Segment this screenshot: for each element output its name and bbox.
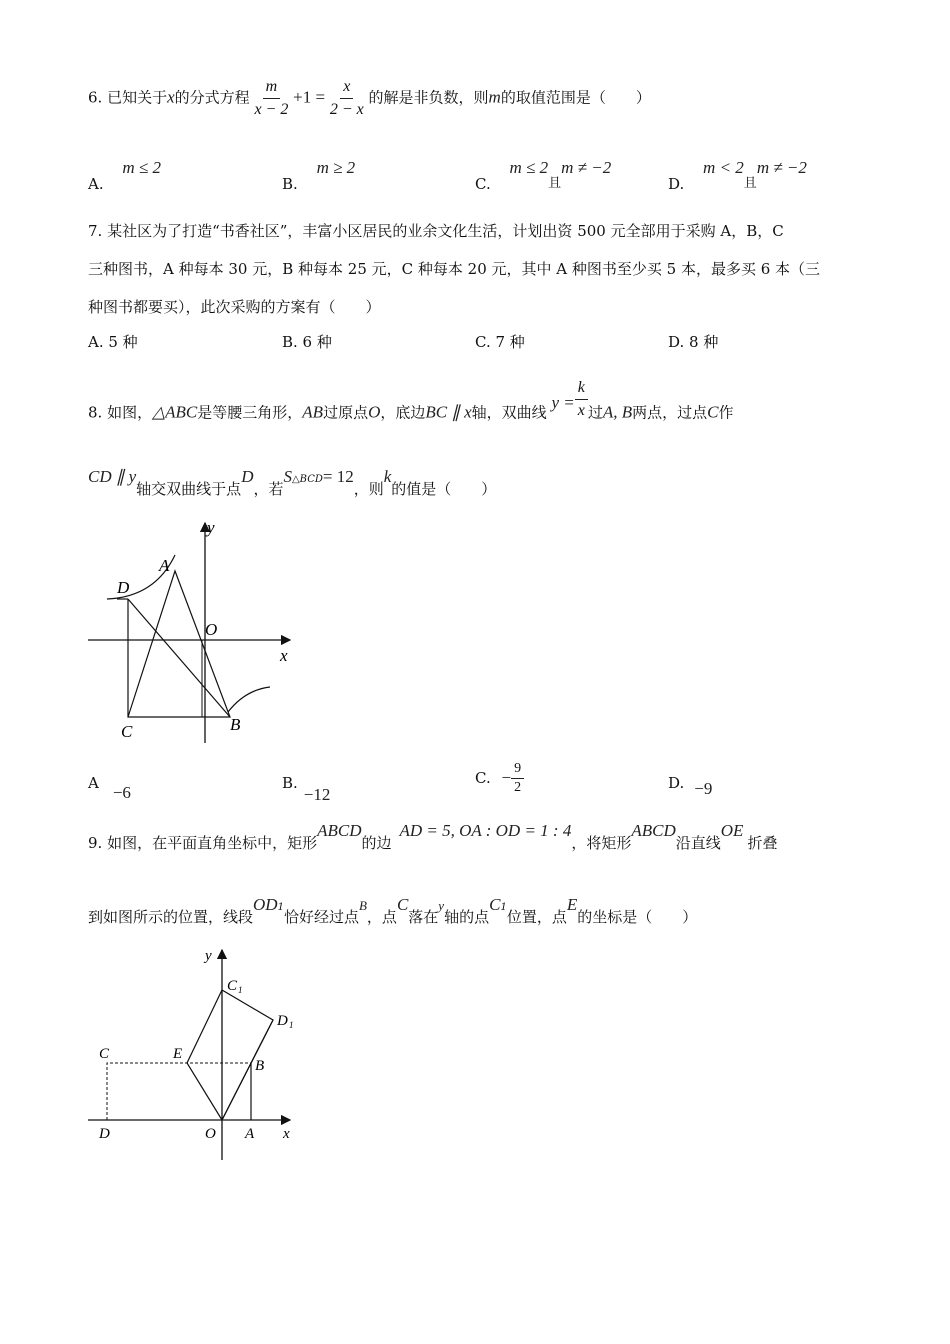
option-expr: m ≠ −2	[561, 158, 612, 177]
denominator: 2	[514, 780, 522, 795]
denominator: x − 2	[254, 101, 289, 118]
q8-math: y =	[551, 392, 575, 412]
q9-line-2	[88, 894, 698, 926]
q6-text: 的分式方程	[174, 88, 250, 107]
q8-math: O	[368, 402, 381, 422]
option-label: D.	[668, 175, 685, 193]
numerator: 9	[511, 760, 524, 779]
numerator: m	[263, 76, 281, 99]
option-expr: m ≤ 2	[509, 158, 549, 177]
q8-option-d[interactable]	[668, 773, 713, 798]
label-a: A	[245, 1126, 255, 1142]
q9-text: 位置，点	[506, 908, 567, 926]
triangle-abc	[128, 571, 230, 717]
q8-text: 轴交双曲线于点	[136, 480, 242, 498]
q8-math: C	[707, 402, 719, 422]
option-label: A	[88, 774, 99, 792]
q8-option-c[interactable]	[475, 760, 524, 797]
label-c: C	[99, 1046, 110, 1062]
q6-text: 6. 已知关于	[88, 88, 168, 107]
option-conj: 且	[548, 176, 562, 191]
q9-math: B	[358, 898, 367, 913]
q8-text: 过	[587, 403, 603, 422]
q9-text: 落在	[408, 908, 439, 926]
option-fraction	[511, 760, 524, 797]
question-6	[88, 76, 651, 121]
option-expr: −9	[694, 779, 713, 798]
q8-option-b[interactable]	[282, 773, 331, 804]
option-expr: −	[501, 767, 512, 787]
q7-option-a[interactable]: A. 5 种	[88, 333, 138, 351]
option-label: C.	[475, 175, 491, 193]
subscript: 1	[289, 1020, 294, 1030]
q8-line-2	[88, 466, 497, 498]
option-expr: −12	[303, 785, 331, 804]
q6-fraction-1	[254, 76, 288, 121]
q8-text: 轴，双曲线	[471, 403, 547, 422]
option-label: C.	[475, 768, 491, 787]
q8-text: ，若	[253, 480, 284, 498]
option-expr: m ≤ 2	[122, 158, 161, 177]
option-expr: m ≠ −2	[756, 158, 807, 177]
q9-math: AD = 5, OA : OD = 1 : 4	[399, 821, 572, 840]
q9-math: ABCD	[631, 821, 676, 840]
q6-option-a[interactable]	[88, 158, 161, 193]
q8-text: 8. 如图，	[88, 403, 153, 422]
q8-text: 的值是（ ）	[391, 480, 497, 498]
q6-text: 的取值范围是（ ）	[500, 88, 651, 107]
q9-text: 沿直线	[675, 834, 721, 852]
q6-var: m	[488, 87, 501, 107]
option-expr: m ≥ 2	[316, 158, 356, 177]
option-label: D.	[668, 774, 685, 792]
q8-text: 作	[718, 403, 734, 422]
label-y: y	[207, 518, 215, 537]
q6-option-d[interactable]	[668, 158, 807, 193]
q8-math: A, B	[602, 402, 633, 422]
numerator: x	[340, 76, 353, 99]
option-label: B.	[282, 774, 298, 792]
option-label: A.	[88, 175, 104, 193]
q9-math: E	[566, 895, 578, 914]
q6-text: 的解是非负数，则	[368, 88, 489, 107]
label-a: A	[159, 556, 170, 575]
q8-text: ，则	[353, 480, 384, 498]
q8-subscript: △BCD	[291, 474, 323, 485]
label-x: x	[283, 1126, 290, 1142]
denominator: 2 − x	[329, 101, 364, 118]
q8-math: AB	[302, 402, 324, 422]
folded-rectangle	[187, 990, 273, 1120]
q8-math: BC ∥ x	[425, 402, 472, 422]
q9-subscript: 1	[500, 902, 507, 913]
denominator: x	[577, 402, 585, 419]
q8-text: 两点，过点	[632, 403, 708, 422]
segment-bd	[128, 599, 230, 717]
q8-math: △ABC	[152, 402, 198, 422]
label-o: O	[205, 1126, 216, 1142]
label-x: x	[280, 646, 288, 665]
subscript: 1	[238, 985, 243, 995]
q8-math: S	[283, 467, 292, 486]
q9-math: C	[489, 895, 501, 914]
q8-fraction	[575, 377, 588, 422]
q9-text: ，点	[366, 908, 397, 926]
q7-option-d[interactable]: D. 8 种	[668, 333, 719, 351]
q9-line-1	[88, 820, 778, 852]
option-label: B.	[282, 175, 298, 193]
q9-text: 到如图所示的位置，线段	[88, 908, 254, 926]
q6-option-b[interactable]	[282, 158, 356, 193]
label-o: O	[205, 620, 218, 639]
q6-plus: +1 =	[293, 87, 326, 107]
q6-var: x	[167, 87, 175, 107]
q9-subscript: 1	[277, 902, 284, 913]
q9-text: 折叠	[747, 834, 778, 852]
option-conj: 且	[743, 176, 757, 191]
q9-text: 的坐标是（ ）	[577, 908, 698, 926]
label-y: y	[205, 948, 212, 964]
q6-fraction-2	[330, 76, 364, 121]
q8-text: 过原点	[323, 403, 369, 422]
label-d: D	[99, 1126, 110, 1142]
q7-line-2: 三种图书，A 种每本 30 元，B 种每本 25 元，C 种每本 20 元，其中 A 种图书至少买 5 本，最多买 6 本（三	[88, 260, 821, 278]
q6-option-c[interactable]	[475, 158, 612, 193]
q8-figure	[85, 515, 305, 750]
q9-text: 的边	[361, 834, 392, 852]
q9-figure	[85, 940, 305, 1165]
label-d: D	[117, 578, 130, 597]
q7-line-1: 7. 某社区为了打造“书香社区”，丰富小区居民的业余文化生活，计划出资 500 元全部用于采购 A，B，C	[88, 222, 784, 240]
q7-option-c[interactable]: C. 7 种	[475, 333, 525, 351]
option-expr: −6	[112, 783, 131, 802]
q8-line-1	[88, 379, 734, 436]
q9-math: y	[438, 898, 445, 913]
label-e: E	[173, 1046, 183, 1062]
q9-math: OD	[253, 895, 278, 914]
label-d1: D	[277, 1013, 288, 1029]
q8-math: CD ∥ y	[88, 467, 137, 486]
label-b: B	[255, 1058, 265, 1074]
label-c1: C	[227, 978, 238, 994]
hyperbola-branch	[228, 687, 270, 712]
q8-math: D	[241, 467, 254, 486]
option-expr: m < 2	[703, 158, 744, 177]
q8-math: = 12	[322, 467, 354, 486]
label-b: B	[230, 715, 241, 734]
q7-line-3: 种图书都要买），此次采购的方案有（ ）	[88, 298, 381, 316]
q9-text: ，将矩形	[571, 834, 632, 852]
numerator: k	[575, 377, 588, 400]
q9-math: OE	[720, 821, 744, 840]
q9-text: 9. 如图，在平面直角坐标中，矩形	[88, 834, 318, 852]
q8-math: k	[383, 467, 392, 486]
original-rectangle	[107, 1063, 251, 1120]
q9-math: C	[396, 895, 409, 914]
q9-text: 轴的点	[444, 908, 490, 926]
q8-text: ，底边	[380, 403, 426, 422]
q9-math: ABCD	[317, 821, 362, 840]
q8-text: 是等腰三角形，	[197, 403, 303, 422]
label-c: C	[121, 722, 133, 741]
q9-text: 恰好经过点	[283, 908, 359, 926]
q7-option-b[interactable]: B. 6 种	[282, 333, 332, 351]
q8-option-a[interactable]	[88, 773, 131, 802]
